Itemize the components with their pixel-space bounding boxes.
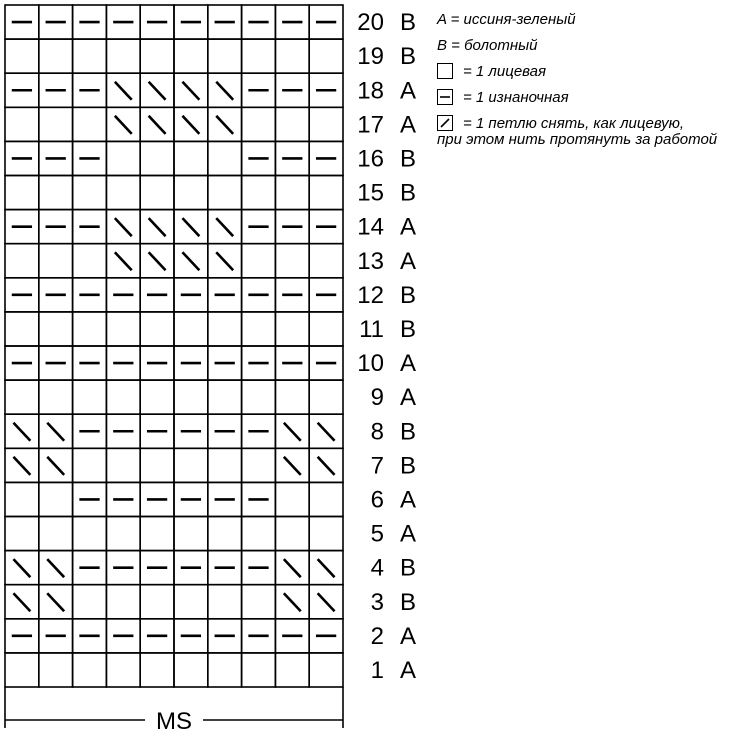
slip-stitch-mark xyxy=(318,457,335,475)
slip-stitch-mark xyxy=(149,218,166,236)
legend-color-b-text: B = болотный xyxy=(437,36,538,54)
chart-cell xyxy=(174,141,208,175)
chart-cell xyxy=(106,176,140,210)
chart-cell xyxy=(39,312,73,346)
chart-cell xyxy=(39,107,73,141)
chart-cell xyxy=(5,107,39,141)
chart-cell xyxy=(140,39,174,73)
slip-stitch-mark xyxy=(47,593,64,611)
chart-cell xyxy=(73,448,107,482)
row-number-label: 11 xyxy=(359,315,384,343)
chart-cell xyxy=(73,380,107,414)
row-color-label: B xyxy=(400,145,417,173)
chart-cell xyxy=(309,482,343,516)
chart-cell xyxy=(5,653,39,687)
chart-cell xyxy=(5,312,39,346)
row-color-label: B xyxy=(400,43,417,71)
chart-cell xyxy=(5,380,39,414)
row-number-label: 19 xyxy=(357,43,384,71)
row-number-label: 16 xyxy=(357,145,384,173)
chart-cell xyxy=(39,39,73,73)
chart-cell xyxy=(242,312,276,346)
row-number-label: 15 xyxy=(357,179,384,207)
row-number-label: 8 xyxy=(370,418,384,446)
chart-cell xyxy=(208,141,242,175)
chart-cell xyxy=(106,312,140,346)
slip-stitch-mark xyxy=(47,559,64,577)
row-number-label: 7 xyxy=(370,452,384,480)
chart-cell xyxy=(174,653,208,687)
chart-cell xyxy=(242,517,276,551)
legend-purl xyxy=(437,84,747,110)
chart-cell xyxy=(5,39,39,73)
row-color-label: A xyxy=(400,384,417,412)
row-number-label: 14 xyxy=(357,213,384,241)
chart-cell xyxy=(73,653,107,687)
slip-stitch-mark xyxy=(149,116,166,134)
chart-cell xyxy=(73,107,107,141)
row-number-label: 13 xyxy=(357,247,384,275)
chart-cell xyxy=(140,653,174,687)
chart-cell xyxy=(174,585,208,619)
chart-cell xyxy=(275,482,309,516)
row-color-label: B xyxy=(400,452,417,480)
row-color-label: A xyxy=(400,111,417,139)
chart-cell xyxy=(106,448,140,482)
chart-cell xyxy=(275,244,309,278)
row-color-label: A xyxy=(400,486,417,514)
chart-cell xyxy=(73,312,107,346)
chart-cell xyxy=(242,448,276,482)
legend-knit xyxy=(437,58,747,84)
chart-cell xyxy=(106,585,140,619)
chart-cell xyxy=(140,380,174,414)
row-number-label: 12 xyxy=(357,281,384,309)
chart-cell xyxy=(275,653,309,687)
slip-stitch-mark xyxy=(13,423,30,441)
chart-cell xyxy=(174,312,208,346)
chart-cell xyxy=(208,448,242,482)
slip-stitch-mark xyxy=(13,559,30,577)
row-number-label: 5 xyxy=(370,520,384,548)
chart-cell xyxy=(174,448,208,482)
slip-stitch-mark xyxy=(182,252,199,270)
chart-cell xyxy=(5,517,39,551)
chart-cell xyxy=(208,176,242,210)
chart-cell xyxy=(275,380,309,414)
chart-cell xyxy=(208,39,242,73)
chart-cell xyxy=(208,653,242,687)
slip-stitch-mark xyxy=(182,218,199,236)
row-number-label: 20 xyxy=(357,9,384,37)
slip-stitch-symbol-icon xyxy=(437,115,453,131)
chart-cell xyxy=(309,107,343,141)
chart-cell xyxy=(5,482,39,516)
chart-cell xyxy=(242,585,276,619)
row-color-label: B xyxy=(400,418,417,446)
chart-cell xyxy=(242,107,276,141)
slip-stitch-mark xyxy=(318,423,335,441)
chart-cell xyxy=(39,517,73,551)
slip-stitch-mark xyxy=(216,82,233,100)
legend-slip-text: = 1 петлю снять, как лицевую, xyxy=(463,114,685,132)
chart-cell xyxy=(5,244,39,278)
slip-stitch-mark xyxy=(115,116,132,134)
slip-stitch-mark xyxy=(149,252,166,270)
chart-cell xyxy=(242,39,276,73)
chart-cell xyxy=(73,39,107,73)
slip-stitch-mark xyxy=(13,457,30,475)
chart-cell xyxy=(208,312,242,346)
chart-cell xyxy=(39,244,73,278)
slip-stitch-mark xyxy=(182,82,199,100)
chart-cell xyxy=(309,653,343,687)
chart-cell xyxy=(106,517,140,551)
row-number-label: 9 xyxy=(370,384,384,412)
slip-stitch-mark xyxy=(318,593,335,611)
row-color-label: A xyxy=(400,520,417,548)
chart-cell xyxy=(5,176,39,210)
chart-cell xyxy=(242,244,276,278)
row-color-label: A xyxy=(400,350,417,378)
row-color-label: A xyxy=(400,213,417,241)
row-color-label: B xyxy=(400,554,417,582)
chart-cell xyxy=(309,380,343,414)
row-number-label: 1 xyxy=(370,656,384,684)
legend-color-a xyxy=(437,6,747,32)
slip-stitch-mark xyxy=(216,252,233,270)
legend-knit-text: = 1 лицевая xyxy=(463,62,547,80)
row-color-label: B xyxy=(400,315,417,343)
slip-stitch-mark xyxy=(182,116,199,134)
chart-cell xyxy=(106,39,140,73)
chart-cell xyxy=(309,312,343,346)
chart-cell xyxy=(208,585,242,619)
legend-purl-text: = 1 изнаночная xyxy=(463,88,569,106)
row-number-label: 18 xyxy=(357,77,384,105)
legend-color-b xyxy=(437,32,747,58)
chart-cell xyxy=(242,176,276,210)
row-color-label: B xyxy=(400,281,417,309)
slip-stitch-mark xyxy=(318,559,335,577)
slip-stitch-mark xyxy=(115,82,132,100)
chart-cell xyxy=(140,312,174,346)
chart-cell xyxy=(106,653,140,687)
chart-cell xyxy=(73,585,107,619)
chart-cell xyxy=(39,482,73,516)
repeat-bracket xyxy=(5,687,343,735)
chart-cell xyxy=(242,380,276,414)
row-number-label: 3 xyxy=(370,588,384,616)
chart-cell xyxy=(73,517,107,551)
legend-slip-note: при этом нить протянуть за работой xyxy=(437,131,718,148)
slip-stitch-mark xyxy=(47,423,64,441)
row-color-label: B xyxy=(400,588,417,616)
chart-cell xyxy=(174,39,208,73)
row-number-label: 4 xyxy=(370,554,384,582)
row-color-label: A xyxy=(400,247,417,275)
legend xyxy=(437,6,747,149)
chart-cell xyxy=(275,517,309,551)
row-color-label: B xyxy=(400,179,417,207)
slip-stitch-mark xyxy=(47,457,64,475)
slip-stitch-mark xyxy=(115,218,132,236)
chart-cell xyxy=(242,653,276,687)
slip-stitch-mark xyxy=(216,218,233,236)
chart-cell xyxy=(39,380,73,414)
chart-cell xyxy=(73,176,107,210)
chart-cell xyxy=(208,380,242,414)
chart-cell xyxy=(39,653,73,687)
row-color-label: B xyxy=(400,9,417,37)
slip-stitch-mark xyxy=(284,423,301,441)
row-number-label: 10 xyxy=(357,350,384,378)
chart-cell xyxy=(309,176,343,210)
chart-cell xyxy=(275,312,309,346)
row-number-label: 2 xyxy=(370,622,384,650)
row-labels xyxy=(357,9,416,684)
slip-stitch-mark xyxy=(284,559,301,577)
row-color-label: A xyxy=(400,622,417,650)
knit-symbol-icon xyxy=(437,63,453,79)
chart-cell xyxy=(208,517,242,551)
chart-cell xyxy=(73,244,107,278)
slip-stitch-mark xyxy=(115,252,132,270)
chart-cell xyxy=(309,517,343,551)
slip-stitch-mark xyxy=(149,82,166,100)
chart-cell xyxy=(140,585,174,619)
legend-color-a-text: A = иссиня-зеленый xyxy=(437,10,576,28)
chart-cell xyxy=(106,380,140,414)
slip-stitch-mark xyxy=(13,593,30,611)
chart-cell xyxy=(140,448,174,482)
chart-cell xyxy=(106,141,140,175)
chart-cell xyxy=(174,380,208,414)
chart-cell xyxy=(140,176,174,210)
row-number-label: 17 xyxy=(357,111,384,139)
chart-cell xyxy=(174,517,208,551)
purl-symbol-icon xyxy=(437,89,453,105)
chart-cell xyxy=(140,141,174,175)
chart-cell xyxy=(275,176,309,210)
chart-cell xyxy=(309,39,343,73)
chart-cell xyxy=(275,107,309,141)
row-color-label: A xyxy=(400,656,417,684)
chart-cell xyxy=(275,39,309,73)
chart-cell xyxy=(174,176,208,210)
chart-cell xyxy=(39,176,73,210)
chart-cell xyxy=(309,244,343,278)
slip-stitch-mark xyxy=(284,593,301,611)
repeat-label: MS xyxy=(156,708,192,735)
slip-stitch-mark xyxy=(216,116,233,134)
row-number-label: 6 xyxy=(370,486,384,514)
row-color-label: A xyxy=(400,77,417,105)
chart-cell xyxy=(140,517,174,551)
grid-layer xyxy=(5,5,343,687)
slip-stitch-mark xyxy=(284,457,301,475)
